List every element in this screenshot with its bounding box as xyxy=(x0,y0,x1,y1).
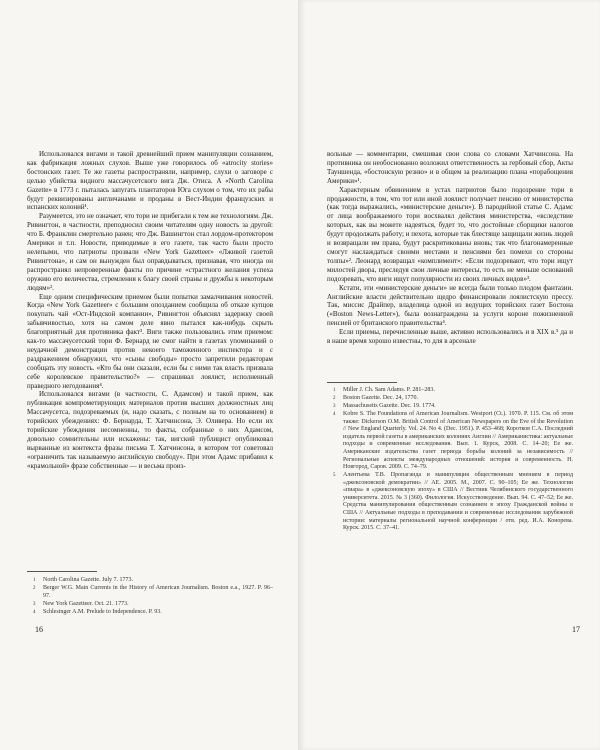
footnote xyxy=(27,609,273,617)
footnote xyxy=(27,585,273,600)
footnote-number: 3 xyxy=(333,403,336,409)
right-paragraph: Кстати, эти «министерские деньги» не всегда были только плодом фантазии. Английские власти действительно щедро финансировали лоялистскую прессу. Так, миссис Драйпер, владелица одной из ведущих торийских газет Бостона («Boston News-Letter»), была вознаграждена за услуги короне пожизненной пенсией от британского правительства⁴. xyxy=(327,283,573,328)
footnote xyxy=(327,472,573,533)
footnote-number: 4 xyxy=(33,609,36,615)
footnote-text: Schlesinger A.M. Prelude to Independence. P. 93. xyxy=(43,608,162,615)
footnote-number: 1 xyxy=(33,578,36,583)
right-paragraph: вольные — комментарии, смешивая свои слова со словами Хатчинсона. На противника он необоснованно возложил ответственность за гербовый сбор, Акты Тауншенда, «бостонскую резню» и в общем за реализацию плана «порабощения Америки»¹. xyxy=(327,150,573,185)
right-footnotes xyxy=(327,387,573,533)
footnote-number: 2 xyxy=(333,395,336,401)
left-paragraph: Разумеется, это не означает, что тори не прибегали к тем же технологиям. Дж. Ривингтон, в частности, преподносил своим читателям одну новость за другой: что Б. Франклин смертельно ранен; что Дж. Вашингтон стал лордом-протектором Америки и т.п. Новости, приводимые в его газете, так часто были просто нелепыми, что патриоты прозвали «New York Gazetteer» «Лживой газетой Ривингтона», и сам он вынужден был оправдываться, признавая, что иногда он распространял непроверенные факты по причине «страстного желания успеха оружию его величества, стремления к благу своей страны и дружбы к некоторым людям»². xyxy=(27,212,273,292)
footnote-text: Boston Gazette. Dec. 24, 1770. xyxy=(343,394,418,401)
footnote-number: 5 xyxy=(333,473,336,479)
footnote-number: 4 xyxy=(333,411,336,417)
right-paragraph: Если приемы, перечисленные выше, активно использовались и в XIX в.⁵ да и в наше время хорошо известны, то для в арсенале xyxy=(327,328,573,346)
left-footnotes xyxy=(27,577,273,617)
left-paragraph: Еще одним специфическим приемом были попытки замалчивания новостей. Когда «New York Gazetteer» с большим опозданием сообщила об отказе купцов покупать чай «Ост-Индской компании», Ривингтон объяснял задержку своей забывчивостью, хотя на самом деле явно пытался как-нибудь скрыть благоприятный для противника факт³. Виги также пользовались этим приемом: как-то массачусетский тори Ф. Бернард не смог найти в газетах упоминаний о неудачной демонстрации против некоего таможенного инспектора и с раздражением обнаружил, что «сыны свободы» просто запретили редакторам сообщать эту новость. «Кто бы они сказали, если бы с ними так власть призвала себе королевское правительство?» — спрашивал лоялист, исполненный праведного негодования⁴. xyxy=(27,292,273,390)
right-page xyxy=(300,0,600,750)
footnote xyxy=(327,403,573,411)
left-body-text xyxy=(27,150,273,471)
footnote xyxy=(27,577,273,585)
footnote-text: North Carolina Gazette. July 7. 1773. xyxy=(43,577,133,583)
left-paragraph: Использовался вигами (в частности, С. Адамсом) и такой прием, как публикация компрометирующих материалов против высших должностных лиц Массачусетса, подозреваемых (и, надо сказать, с полным на то основанием) в торийских убеждениях: Ф. Бернарда, Т. Хатчинсона, Э. Оливера. Но если их торийские убеждения несомненны, то факты, собранные о них Адамсом, довольно сомнительны или искажены: так, вигский публицист опубликовал вырванные из контекста фразы письма Т. Хатчинсона, в котором тот советовал «ограничить так называемую английскую свободу». При этом Адамс прибавил к «крамольной» фразе собственные — и весьма произ- xyxy=(27,390,273,470)
footnote-text: Kobre S. The Foundations of American Journalism. Westport (Ct.). 1970. P. 115. См. об этом также: Dickerson O.M. British Control of American Newspapers on the Eve of the Revolution // New England Quarterly. Vol. 24. No 4. (Dec. 1951). P. 453–468; Коротков С.А. Последний издатель первой газеты в американских колониях Англии // Американистика: актуальные подходы и современные исследования. Вып. 1. Курск, 2008. С. 14–20; Ее же. Американские издательства газет периода борьбы колоний за независимость // Региональные аспекты международных отношений: история и современность. Н. Новгород, Саров. 2009. С. 74–79. xyxy=(343,410,573,471)
footnote-number: 2 xyxy=(33,585,36,591)
footnote xyxy=(327,395,573,403)
footnote-rule xyxy=(327,382,397,383)
footnote-number: 1 xyxy=(333,388,336,393)
footnote-number: 3 xyxy=(33,601,36,607)
footnote-text: Алентьева Т.В. Пропаганда и манипуляция общественным мнением в период «джексоновской демократии» // АЕ. 2005. М., 2007. С. 90–105; Ее же. Технологии «пиара» в «джексоновскую эпоху» в США // Вестник Челябинского государственного университета. 2015. № 3 (360). Филология. Искусствоведение. Вып. 94. С. 47–52; Ее же. Средства манипулирования общественным сознанием в эпоху Гражданской войны в США // Актуальные подходы в преподавании и современные исследования зарубежной истории: материалы региональной научной конференции / отв. ред. И.А. Конорева. Курск. 2015. С. 37–41. xyxy=(343,472,573,532)
footnote xyxy=(327,411,573,472)
footnote xyxy=(27,601,273,609)
left-paragraph: Использовался вигами и такой древнейший прием манипуляции сознанием, как фабрикация ложных слухов. Выше уже говорилось об «atrocity stories» бостонских газет. Те же газеты распространяли, например, слухи о заговоре с целью убийства видного массачусетского вига Дж. Отиса. А «North Carolina Gazette» в 1773 г. пыталась запугать плантаторов Юга слухом о том, что их рабы будут реквизированы англичанами и проданы в Вест-Индии французских и испанских колоний¹. xyxy=(27,150,273,212)
footnote xyxy=(327,387,573,395)
footnote-text: Miller J. Ch. Sam Adams. P. 281–283. xyxy=(343,387,435,393)
right-body-text xyxy=(327,150,573,346)
page-number: 16 xyxy=(35,625,43,634)
footnote-text: Massachusetts Gazette. Dec. 19. 1774. xyxy=(343,402,436,409)
footnote-text: New York Gazetteer. Oct. 21. 1773. xyxy=(43,600,129,607)
footnote-rule xyxy=(27,571,97,572)
footnote-text: Berger W.G. Main Currents in the History of American Journalism. Boston e.a., 1927. P. 96–97. xyxy=(43,584,273,599)
page-number: 17 xyxy=(572,625,580,634)
right-paragraph: Характерным обвинением в устах патриотов было подозрение тори в продажности, в том, что тот или иной лоялист получает пенсию от министерства (как тогда выражались, «министерские деньги»). В пародийной статье С. Адамс от лица воображаемого тори восхвалял действия министерства, «вследствие которых, как вы можете надеяться, будет то, что достойные сборщики налогов будут продолжать работу; и пехота, которые так блестяще защищали жизнь людей и возвращали им права, будут раскритикованы вновь; так что благонамеренные смогут наслаждаться своими местами и пенсиями без помехи со стороны толпы»². Леонард возвращал «комплимент»: «Если подозревают, что тори ищут милостей двора, преследуя свои личные интересы, то есть не меньше оснований подозревать, что виги ищут популярности из своих личных видов»³. xyxy=(327,185,573,283)
